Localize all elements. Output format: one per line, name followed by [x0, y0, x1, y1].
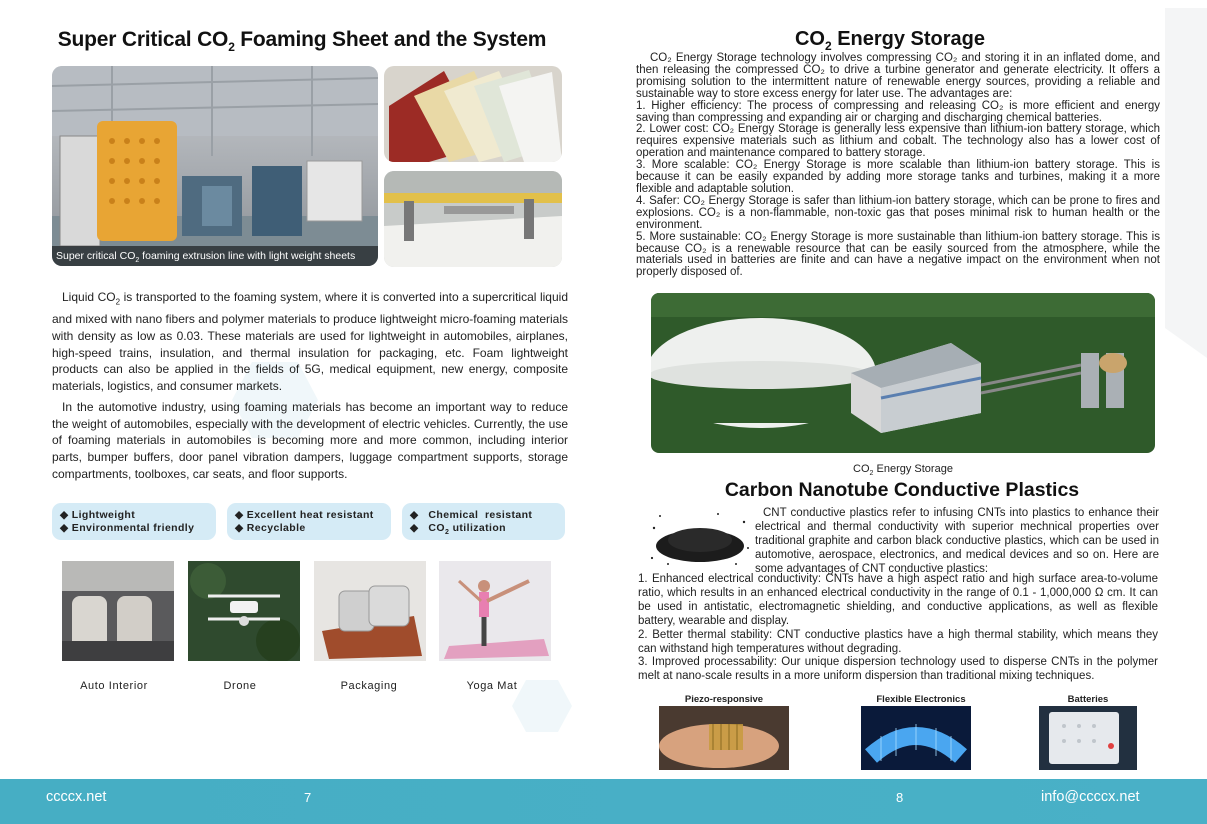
bottom-image-label: Batteries [1067, 694, 1109, 705]
feature-tag: ◆ Environmental friendly [60, 522, 195, 534]
feature-tag-box [227, 503, 391, 540]
decorative-page-edge [1165, 8, 1207, 358]
foam-sheet-production-photo [384, 171, 562, 267]
feature-tag-box [52, 503, 216, 540]
thumb-label: Drone [223, 680, 257, 692]
feature-tag: ◆ Lightweight [60, 509, 136, 521]
cnt-intro-paragraph: CNT conductive plastics refer to infusing CNTs into plastics to enhance their electrical and thermal conductivity with superior mechnical properties over traditional graphite and carbon black conductive plastics, which can be used in automotive, aerospace, electronics, and medical devices and so on. Here are some advantages of CNT conductive plastics: [755, 507, 1159, 575]
feature-tag: ◆ $CO_2$ utilization [410, 522, 506, 537]
advantage-item: 3. More scalable: CO₂ Energy Storage is more scalable than lithium-ion battery storage. This is because it can be easily expanded by adding more storage tanks and turbines, making it a more flexible and adaptable solution. [636, 159, 1160, 195]
paragraph-liquid-co2: Liquid $CO_2$ is transported to the foaming system, where it is converted into a supercritical liquid and mixed with nano fibers and polymer materials to produce lightweight micro-foaming materials with density as low as 0.03. These materials are used for lightweight in automobiles, airplanes, high-speed trains, insulation, and thermal insulation for packaging, etc. Foam lightweight products can also be applied in the fields of 5G, medical equipment, new energy, composite materials, logistics, and consumer markets. [52, 290, 568, 393]
advantage-item: 2. Lower cost: CO₂ Energy Storage is generally less expensive than lithium-ion battery storage, which requires expensive materials such as lithium and cobalt. The technology also has a lower cost of operation and maintenance compared to battery storage. [636, 123, 1160, 160]
page-footer [0, 779, 1207, 824]
advantage-item: 5. More sustainable: CO₂ Energy Storage is more sustainable than lithium-ion battery storage. This is because CO₂ is a renewable resource that can be easily sourced from the atmosphere, while the materials used in batteries are finite and can have a negative impact on the environment when not properly disposed of. [636, 230, 1160, 279]
cnt-advantage-item: 3. Improved processability: Our unique dispersion technology used to disperse CNTs in the polymer melt at nano-scale results in a more uniform dispersion than traditional mixing techniques. [638, 656, 1158, 683]
foaming-extrusion-line-photo [52, 66, 378, 266]
thumb-label: Auto Interior [80, 680, 148, 692]
feature-tag-box [402, 503, 565, 540]
feature-tag: ◆ Excellent heat resistant [235, 509, 374, 521]
feature-tag: ◆ Recyclable [235, 522, 306, 534]
paragraph-automotive: In the automotive industry, using foaming materials has become an important way to reduce the weight of automobiles, especially with the development of electric vehicles. Currently, the use of foaming materials in automobiles is becoming more and more common, including interior parts, bumper buffers, door panel vibration dampers, luggage compartment supports, storage compartments, toolboxes, car seats, and floor supports. [52, 400, 568, 481]
piezo-electronics-photo [659, 706, 789, 770]
bottom-image-label: Piezo-responsive [684, 694, 764, 705]
page-number-left: 7 [304, 790, 312, 805]
energy-image-caption: $CO_2$ Energy Storage [853, 463, 953, 478]
advantage-item: 4. Safer: CO₂ Energy Storage is safer than lithium-ion battery storage, which can be prone to fires and explosions. CO₂ is a non-flammable, non-toxic gas that poses minimal risk to human health or the environment. [636, 194, 1160, 231]
bottom-image-label: Flexible Electronics [876, 694, 966, 705]
page-number-right: 8 [896, 790, 904, 805]
cnt-advantage-item: 1. Enhanced electrical conductivity: CNTs have a high aspect ratio and high surface area-to-volume ratio, which results in an enhanced electrical conductivity in the range of 0.1 - 1,000,000 Ω cm. It can be used in antistatic, electromagnetic shielding, and conductive applications, as well as flexible battery, wearable and display. [638, 573, 1158, 627]
packaging-photo [314, 561, 426, 661]
flexible-electronics-photo [861, 706, 971, 770]
feature-tag: ◆ Chemical resistant [410, 509, 533, 521]
batteries-photo [1039, 706, 1137, 770]
thumb-label: Packaging [340, 680, 398, 692]
thumb-label: Yoga Mat [466, 680, 518, 692]
cnt-advantage-item: 2. Better thermal stability: CNT conductive plastics have a high thermal stability, which means they can withstand high temperatures without degrading. [638, 628, 1158, 655]
co2-storage-intro: CO₂ Energy Storage technology involves compressing CO₂ and storing it in an inflated dome, and then releasing the compressed CO₂ to drive a turbine generator and generate electricity. It offers a promising solution to the intermittent nature of renewable energy sources, providing a reliable and sustainable way to store excess energy for later use. The advantages are: [636, 52, 1160, 100]
auto-interior-photo [62, 561, 174, 661]
cnt-section-title: Carbon Nanotube Conductive Plastics [724, 479, 1080, 501]
carbon-nanotube-pellets-image [648, 508, 752, 568]
left-page-title: Super Critical $CO_2$ Foaming Sheet and the System [57, 28, 547, 55]
photo-caption: Super critical $CO_2$ foaming extrusion line with light weight sheets [52, 246, 378, 266]
co2-energy-storage-render [651, 293, 1155, 453]
footer-website-link[interactable]: ccccx.net [46, 789, 107, 805]
cnt-advantages-list [638, 573, 1158, 684]
advantage-item: 1. Higher efficiency: The process of compressing and releasing CO₂ is more efficient and energy saving than compressing and expanding air or charging and discharging chemical batteries. [636, 99, 1160, 124]
yoga-mat-photo [439, 561, 551, 661]
drone-photo [188, 561, 300, 661]
foam-sheets-photo [384, 66, 562, 162]
footer-email-link[interactable]: info@ccccx.net [1041, 789, 1140, 805]
right-page-title: $CO_2$ Energy Storage [794, 28, 986, 53]
co2-storage-text [636, 53, 1160, 279]
